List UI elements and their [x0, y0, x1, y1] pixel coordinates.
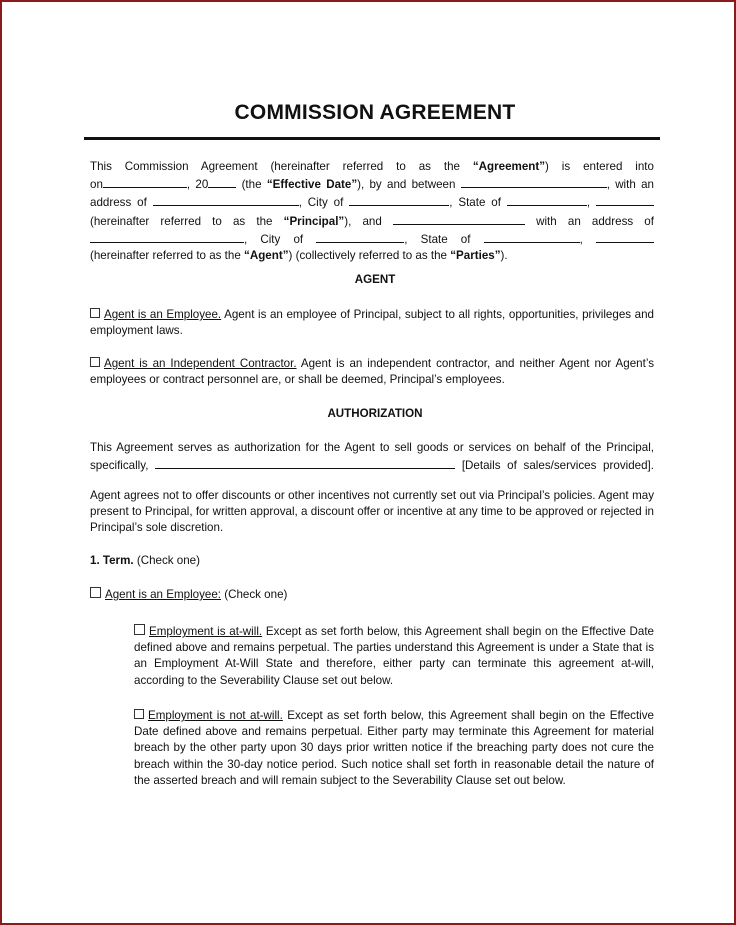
agent-zip-blank[interactable] [596, 230, 654, 243]
agent-employee-checkbox[interactable] [90, 308, 100, 318]
at-will-option [134, 624, 654, 689]
authorization-heading: AUTHORIZATION [327, 407, 423, 420]
intro-line-5: , City of , State of , [90, 230, 654, 248]
intro-line-4: (hereinafter referred to as the “Principal”), and with an address of [90, 212, 654, 230]
agent-contractor-checkbox[interactable] [90, 357, 100, 367]
agent-employee-label: Agent is an Employee. [104, 308, 222, 321]
agent-employee-option [90, 307, 654, 339]
auth-line-1: This Agreement serves as authorization for the Agent to sell goods or services on behalf of the Principal, [90, 441, 654, 454]
term-employee-label: Agent is an Employee: [105, 588, 222, 601]
intro-line-1: This Commission Agreement (hereinafter referred to as the “Agreement”) is entered into [90, 160, 654, 173]
document-title: COMMISSION AGREEMENT [234, 101, 516, 124]
term-section [90, 553, 654, 569]
at-will-label: Employment is at-will. [149, 625, 263, 638]
not-at-will-label: Employment is not at-will. [148, 709, 283, 722]
authorization-paragraph [90, 440, 654, 474]
principal-name-blank[interactable] [461, 175, 607, 188]
intro-paragraph [90, 159, 654, 264]
term-note: (Check one) [133, 554, 200, 567]
principal-address-blank[interactable] [153, 193, 299, 206]
discount-paragraph: Agent agrees not to offer discounts or other incentives not currently set out via Principal’s policies. Agent may present to Principal, for written approval, a discount offer or incentive at any time to be approved or rejected in Principal’s sole discretion. [90, 489, 654, 535]
at-will-checkbox[interactable] [134, 624, 145, 635]
intro-line-3: address of , City of , State of , [90, 193, 654, 211]
at-will-text: Except as set forth below, this Agreement shall begin on the Effective Date defined above and remains perpetual. The parties understand this Agreement is under a State that is an Employment At-Will State and therefore, either party can terminate this agreement at-will, according to the Severability Clause set out below. [134, 625, 654, 687]
principal-state-blank[interactable] [507, 193, 587, 206]
principal-city-blank[interactable] [349, 193, 449, 206]
term-employee-checkbox[interactable] [90, 587, 101, 598]
not-at-will-checkbox[interactable] [134, 709, 144, 719]
agent-contractor-option [90, 356, 654, 388]
agent-contractor-label: Agent is an Independent Contractor. [104, 357, 297, 370]
sales-details-blank[interactable] [155, 456, 455, 469]
agent-heading: AGENT [354, 273, 396, 286]
agent-employee-text: Agent is an employee of Principal, subject to all rights, opportunities, privileges and employment laws. [90, 308, 655, 338]
not-at-will-option [134, 708, 654, 789]
agent-state-blank[interactable] [484, 230, 580, 243]
agent-address-blank[interactable] [90, 230, 244, 243]
agent-name-blank[interactable] [393, 212, 525, 225]
term-title: 1. Term. [90, 554, 134, 567]
title-rule [84, 137, 660, 140]
agent-city-blank[interactable] [316, 230, 404, 243]
term-employee-note: (Check one) [221, 588, 288, 601]
date-day-blank[interactable] [103, 175, 187, 188]
not-at-will-text: Except as set forth below, this Agreement shall begin on the Effective Date defined above and remains perpetual. Either party may terminate this Agreement for material breach by the other party upon 30 days prior written notice if the breaching party does not cure the breach within the 30-day notice period. Such notice shall set forth in reasonable detail the nature of the asserted breach and will remain subject to the Severability Clause set out below. [134, 709, 654, 787]
principal-zip-blank[interactable] [596, 193, 654, 206]
intro-line-2: on , 20 (the “Effective Date”), by and between , with an [90, 175, 654, 193]
intro-line-6: (hereinafter referred to as the “Agent”) (collectively referred to as the “Parties”). [90, 249, 508, 263]
agent-contractor-text: Agent is an independent contractor, and neither Agent nor Agent’s employees or contract personnel are, or shall be deemed, Principal’s employees. [90, 357, 654, 387]
auth-line-2: specifically, [Details of sales/services provided]. [90, 456, 654, 474]
term-employee-option [90, 587, 654, 603]
date-year-blank[interactable] [208, 175, 236, 188]
